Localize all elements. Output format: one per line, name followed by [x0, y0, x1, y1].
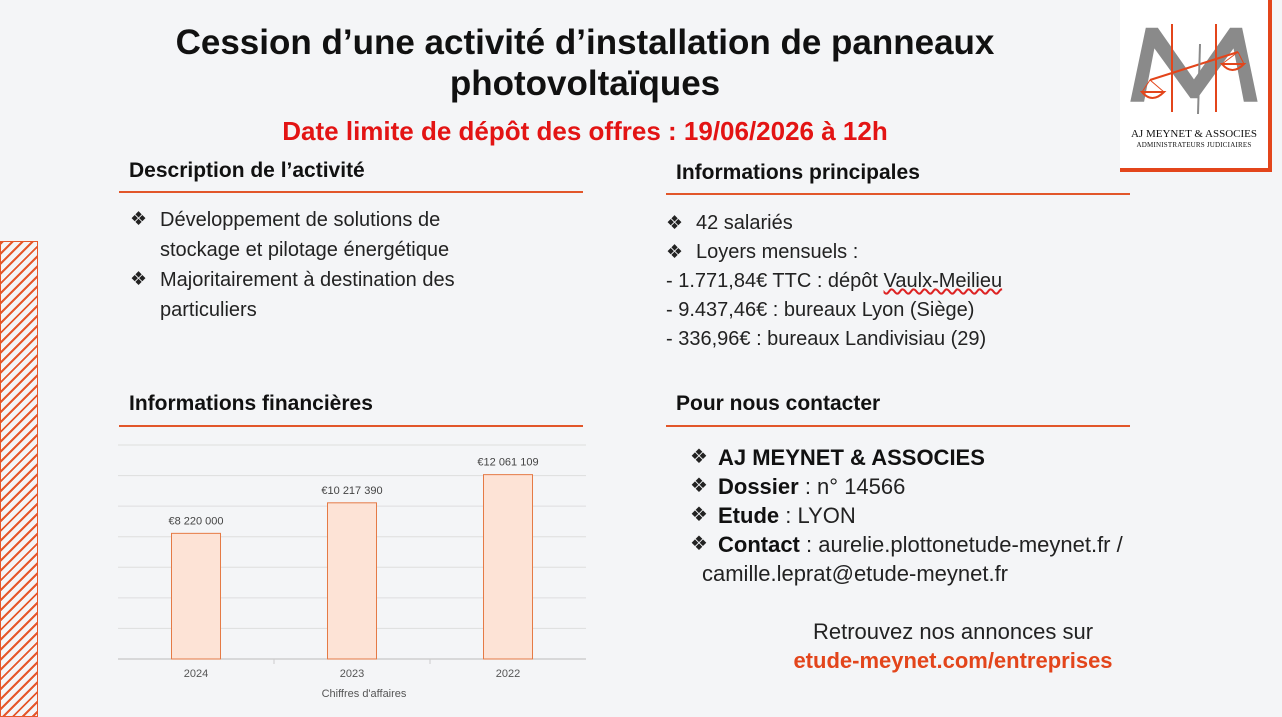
list-item — [130, 265, 580, 325]
description-heading: Description de l’activité — [129, 159, 365, 182]
etude-value: : LYON — [779, 503, 856, 528]
logo — [1120, 0, 1272, 172]
info-divider — [666, 193, 1130, 195]
title-line-2: photovoltaïques — [449, 64, 721, 103]
chart-x-label: Chiffres d'affaires — [321, 688, 407, 700]
chart-tick-label: 2022 — [495, 668, 521, 680]
chart-bar-2022 — [484, 475, 533, 659]
diamond-bullet-icon: ❖ — [690, 446, 708, 468]
chart-tick-label: 2023 — [339, 668, 365, 680]
list-item — [130, 205, 580, 265]
deadline-text: Date limite de dépôt des offres : 19/06/2026 à 12h — [282, 116, 888, 146]
contact-email-1[interactable]: : aurelie.plottonetude-meynet.fr / — [799, 532, 1123, 557]
revenue-chart — [110, 430, 600, 710]
list-item — [666, 238, 1126, 267]
rent-line-2: - 9.437,46€ : bureaux Lyon (Siège) — [666, 299, 975, 321]
list-item — [690, 530, 1250, 559]
diamond-bullet-icon: ❖ — [690, 504, 708, 526]
chart-data-label: €8 220 000 — [168, 515, 224, 528]
financial-heading: Informations financières — [129, 392, 373, 415]
list-item-text: Développement de solutions de — [160, 209, 441, 231]
dossier-label: Dossier — [718, 474, 799, 499]
diamond-bullet-icon: ❖ — [130, 209, 148, 230]
contact-label: Contact — [718, 532, 800, 557]
logo-subtitle: ADMINISTRATEURS JUDICIAIRES — [1136, 141, 1252, 149]
description-list — [130, 205, 580, 325]
list-item — [690, 472, 1250, 501]
title-line-1: Cession d’une activité d’installation de panneaux — [175, 23, 995, 62]
rent-line-1 — [666, 267, 1126, 296]
chart-bar-2024 — [172, 533, 221, 659]
info-list — [666, 209, 1126, 354]
list-item — [690, 501, 1250, 530]
footer-text: Retrouvez nos annonces sur — [812, 619, 1094, 644]
info-heading: Informations principales — [676, 161, 920, 184]
description-divider — [119, 191, 583, 193]
dossier-value: : n° 14566 — [798, 474, 906, 499]
decorative-hatch — [0, 241, 38, 717]
chart-data-label: €12 061 109 — [477, 456, 539, 469]
list-item-text: Majoritairement à destination des — [160, 269, 455, 291]
contact-list — [690, 443, 1250, 588]
list-item — [666, 209, 1126, 238]
rent-line-1-text: - 1.771,84€ TTC : dépôt — [666, 270, 884, 292]
list-item — [690, 443, 1250, 472]
diamond-bullet-icon: ❖ — [130, 269, 148, 290]
footer-link[interactable]: etude-meynet.com/entreprises — [793, 648, 1113, 673]
financial-divider — [119, 425, 583, 427]
list-item-text: Loyers mensuels : — [696, 241, 859, 263]
list-item-text: stockage et pilotage énergétique — [160, 239, 450, 261]
logo-name: AJ MEYNET & ASSOCIES — [1130, 128, 1257, 140]
chart-bar-2023 — [328, 503, 377, 659]
diamond-bullet-icon: ❖ — [690, 475, 708, 497]
chart-tick-label: 2024 — [183, 668, 209, 680]
logo-mark-icon — [1120, 14, 1268, 124]
chart-data-label: €10 217 390 — [321, 484, 383, 497]
contact-divider — [666, 425, 1130, 427]
firm-name: AJ MEYNET & ASSOCIES — [718, 445, 985, 470]
rent-line-1-place: Vaulx-Meilieu — [883, 270, 1003, 292]
diamond-bullet-icon: ❖ — [666, 242, 684, 263]
etude-label: Etude — [718, 503, 780, 528]
diamond-bullet-icon: ❖ — [666, 213, 684, 234]
contact-heading: Pour nous contacter — [676, 392, 881, 415]
rent-line-3: - 336,96€ : bureaux Landivisiau (29) — [666, 328, 987, 350]
list-item-text: 42 salariés — [696, 212, 793, 234]
diamond-bullet-icon: ❖ — [690, 533, 708, 555]
list-item-text: particuliers — [160, 299, 257, 321]
page-title — [70, 22, 1100, 104]
contact-email-2[interactable]: camille.leprat@etude-meynet.fr — [702, 561, 1009, 586]
